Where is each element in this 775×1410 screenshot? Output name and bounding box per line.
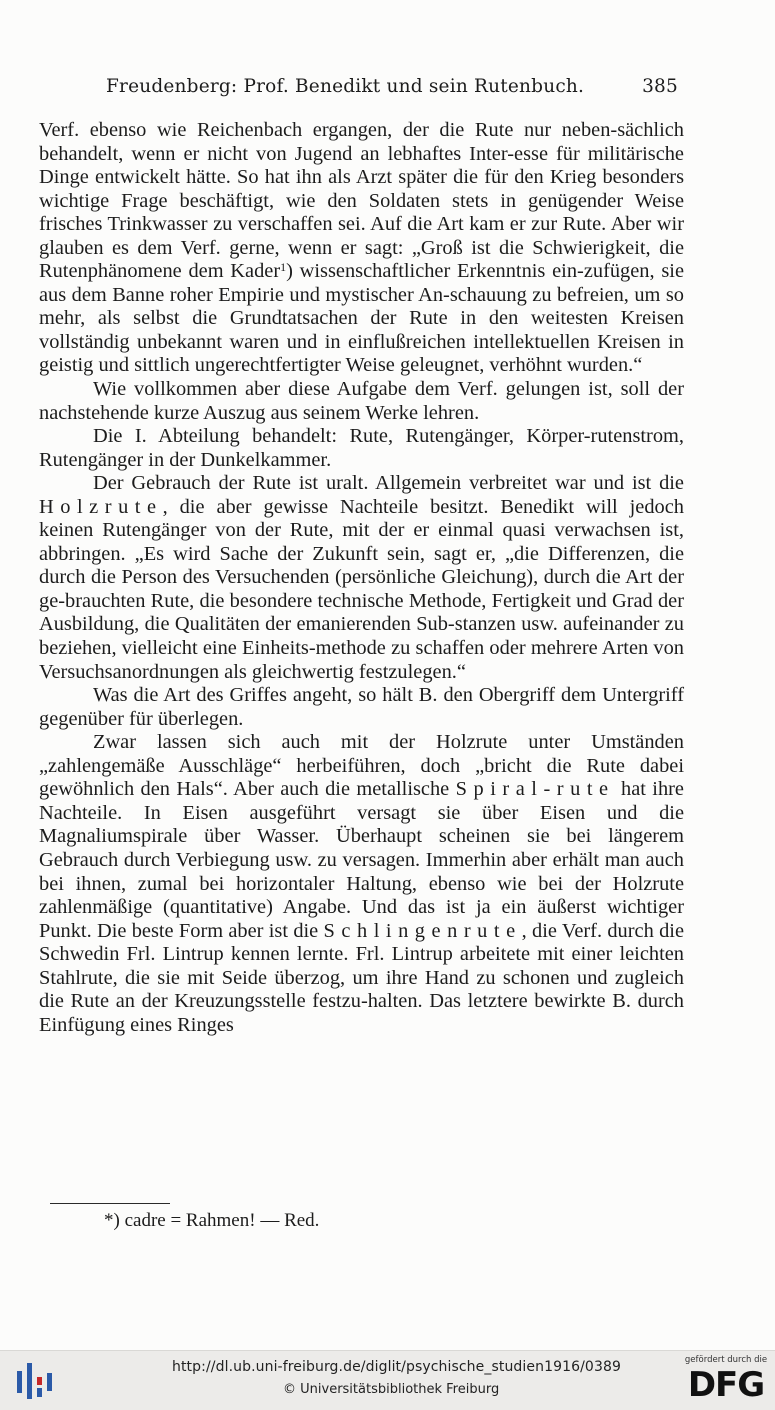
dfg-logo: DFG — [687, 1365, 765, 1405]
paragraph-6: Zwar lassen sich auch mit der Holzrute unter Umständen „zahlengemäße Ausschläge“ herbeiführen, doch „bricht die Rute dabei gewöhnlich den Hals“. Aber auch die metallische Spiral-rute hat ihre Nachteile. In Eisen ausgeführt versagt sie über Eisen und die Magnaliumspirale über Wasser. Überhaupt scheinen sie bei längerem Gebrauch durch Verbiegung usw. zu versagen. Immerhin aber erhält man auch bei ihnen, zumal bei horizontaler Haltung, ebenso wie bei der Holzrute zahlenmäßige (quantitative) Angabe. Und das ist ja ein äußerst wichtiger Punkt. Die beste Form aber ist die Schlingenrute, die Verf. durch die Schwedin Frl. Lintrup kennen lernte. Frl. Lintrup arbeitete mit einer leichten Stahlrute, die sie mit Seide überzog, um ihre Hand zu schonen und zugleich die Rute an der Kreuzungsstelle festzu-halten. Das letztere bewirkte B. durch Einfügung eines Ringes — [39, 731, 684, 1036]
copyright-notice: © Universitätsbibliothek Freiburg — [283, 1382, 500, 1397]
paragraph-3: Die I. Abteilung behandelt: Rute, Rutengänger, Körper-rutenstrom, Rutengänger in der Dunkelkammer. — [39, 425, 684, 471]
paragraph-5: Was die Art des Griffes angeht, so hält B. den Obergriff dem Untergriff gegenüber für überlegen. — [39, 684, 684, 730]
running-title: Freudenberg: Prof. Benedikt und sein Rutenbuch. — [106, 76, 585, 97]
spaced-term-schlingenrute: Schlingenrute — [323, 919, 522, 942]
paragraph-1: Verf. ebenso wie Reichenbach ergangen, der die Rute nur neben-sächlich behandelt, wenn er nicht von Jugend an lebhaftes Inter-esse für militärische Dinge entwickelt hätte. So hat ihn als Arzt später die für den Krieg besonders wichtige Frage beschäftigt, wie den Soldaten stets in genügender Weise frisches Trinkwasser zu verschaffen sei. Auf die Art kam er zur Rute. Aber wir glauben es dem Verf. gerne, wenn er sagt: „Groß ist die Schwierigkeit, die Rutenphänomene dem Kader$^1$) wissenschaftlicher Erkenntnis ein-zufügen, sie aus dem Banne roher Empirie und mystischer An-schauung zu befreien, um so mehr, als selbst die Grundtatsachen der Rute in den weitesten Kreisen vollständig unbekannt waren und in einflußreichen intellektuellen Kreisen in geistig und sittlich ungerechtfertigter Weise geleugnet, verhöhnt wurden.“ — [39, 119, 684, 377]
university-library-logo-icon — [14, 1361, 54, 1401]
footnote-rule — [50, 1203, 170, 1204]
footer-banner — [0, 1350, 775, 1410]
page-number: 385 — [642, 76, 678, 97]
spaced-term-spiralrute: Spiral-rute — [455, 778, 615, 801]
spaced-term-holzrute: Holzrute — [39, 495, 163, 518]
funded-by-label: gefördert durch die — [684, 1355, 768, 1365]
body-text — [39, 119, 684, 1037]
footnote: *) cadre = Rahmen! — Red. — [104, 1210, 320, 1231]
paragraph-4: Der Gebrauch der Rute ist uralt. Allgemein verbreitet war und ist die Holzrute, die aber gewisse Nachteile besitzt. Benedikt will jedoch keinen Rutengänger von der Rute, mit der er einmal quasi verwachsen ist, abbringen. „Es wird Sache der Zukunft sein, sagt er, „die Differenzen, die durch die Person des Versuchenden (persönliche Gleichung), durch die Art der ge-brauchten Rute, die besondere technische Methode, Fertigkeit und Grad der Ausbildung, die Qualitäten der emanierenden Sub-stanzen usw. aufeinander zu beziehen, vielleicht eine Einheits-methode zu schaffen oder mehrere Arten von Versuchsanordnungen als gleichwertig festzulegen.“ — [39, 472, 684, 683]
permalink-url[interactable]: http://dl.ub.uni-freiburg.de/diglit/psychische_studien1916/0389 — [172, 1359, 621, 1375]
paragraph-2: Wie vollkommen aber diese Aufgabe dem Verf. gelungen ist, soll der nachstehende kurze Auszug aus seinem Werke lehren. — [39, 378, 684, 424]
footnote-marker: 1 — [280, 260, 287, 275]
